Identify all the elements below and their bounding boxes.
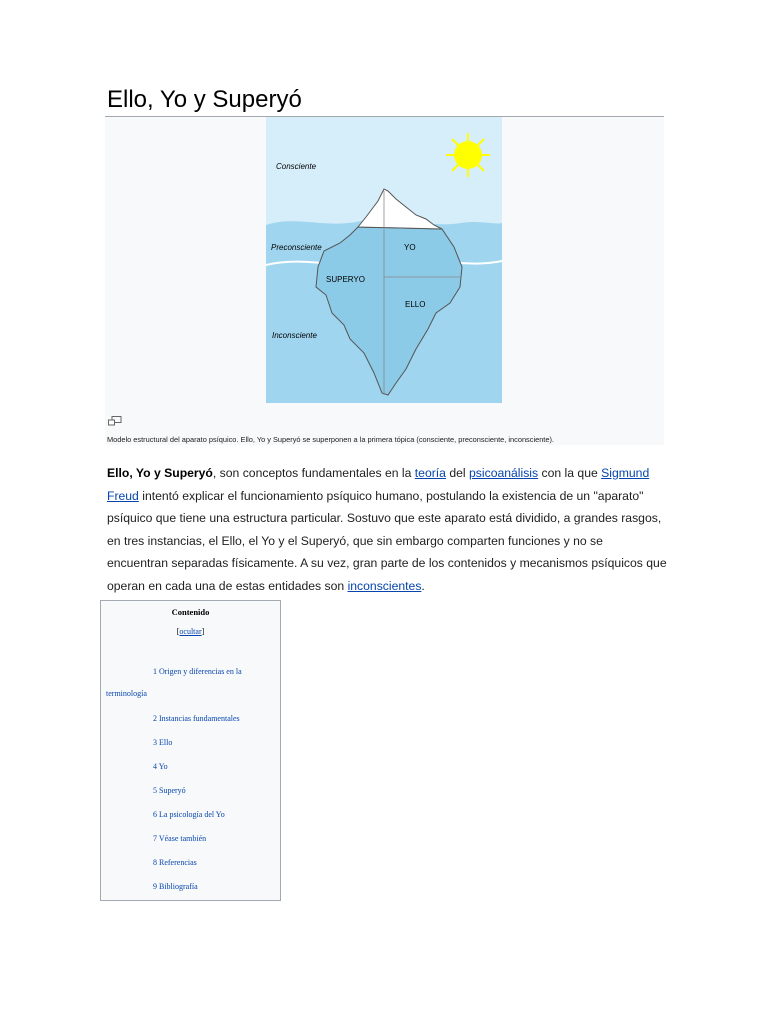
iceberg-diagram[interactable]	[266, 117, 502, 403]
toc-item-vease[interactable]: 7 Véase también	[153, 834, 207, 843]
toc-bracket-close: ]	[201, 627, 205, 636]
page-title: Ello, Yo y Superyó	[107, 86, 302, 113]
link-teoria[interactable]: teoría	[414, 466, 446, 480]
lead-bold-term: Ello, Yo y Superyó	[107, 466, 213, 480]
toc-item-referencias[interactable]: 8 Referencias	[153, 858, 197, 867]
toc-item-origen[interactable]: 1 Origen y diferencias en la	[153, 667, 242, 676]
label-yo: YO	[404, 243, 416, 252]
toc-item-superyo[interactable]: 5 Superyó	[153, 786, 186, 795]
toc-item-origen-cont[interactable]: terminología	[106, 689, 147, 698]
label-ello: ELLO	[405, 300, 426, 309]
toc-item-yo[interactable]: 4 Yo	[153, 762, 168, 771]
table-of-contents	[100, 600, 281, 901]
lead-text-5: .	[421, 578, 425, 593]
label-preconsciente: Preconsciente	[271, 243, 322, 252]
toc-title: Contenido	[171, 607, 210, 617]
lead-text-4: intentó explicar el funcionamiento psíquico humano, postulando la existencia de un "aparato" psíquico que tiene una estructura particular. Sostuvo que este aparato está dividido, a grandes rasgos, en tres instancias, el Ello, el Yo y el Superyó, que sin embargo comparten funciones y no se encuentran separadas físicamente. A su vez, gran parte de los contenidos y mecanismos psíquicos que operan en cada una de estas entidades son	[107, 488, 667, 593]
label-inconsciente: Inconsciente	[272, 331, 317, 340]
lead-text-3: con la que	[538, 466, 602, 480]
magnify-icon[interactable]	[108, 413, 122, 423]
toc-item-ello[interactable]: 3 Ello	[153, 738, 173, 747]
toc-toggle	[101, 627, 280, 636]
toc-hide-link[interactable]: ocultar	[179, 627, 202, 636]
label-superyo: SUPERYO	[326, 275, 365, 284]
toc-item-instancias[interactable]: 2 Instancias fundamentales	[153, 714, 240, 723]
sun-icon	[446, 133, 490, 177]
link-sigmund-freud[interactable]: Sigmund Freud	[107, 466, 650, 503]
link-psicoanalisis[interactable]: psicoanálisis	[469, 466, 539, 480]
figure-caption: Modelo estructural del aparato psíquico. Ello, Yo y Superyó se superponen a la primera tópica (consciente, preconsciente, inconsciente).	[107, 435, 554, 444]
toc-item-psicologia[interactable]: 6 La psicología del Yo	[153, 810, 225, 819]
toc-item-bibliografia[interactable]: 9 Bibliografía	[153, 882, 198, 891]
lead-paragraph	[107, 462, 667, 598]
toc-bracket-open: [	[176, 627, 180, 636]
lead-text-1: , son conceptos fundamentales en la	[212, 466, 415, 480]
lead-text-2: del	[445, 466, 470, 480]
link-inconscientes[interactable]: inconscientes	[347, 578, 422, 593]
label-consciente: Consciente	[276, 162, 317, 171]
